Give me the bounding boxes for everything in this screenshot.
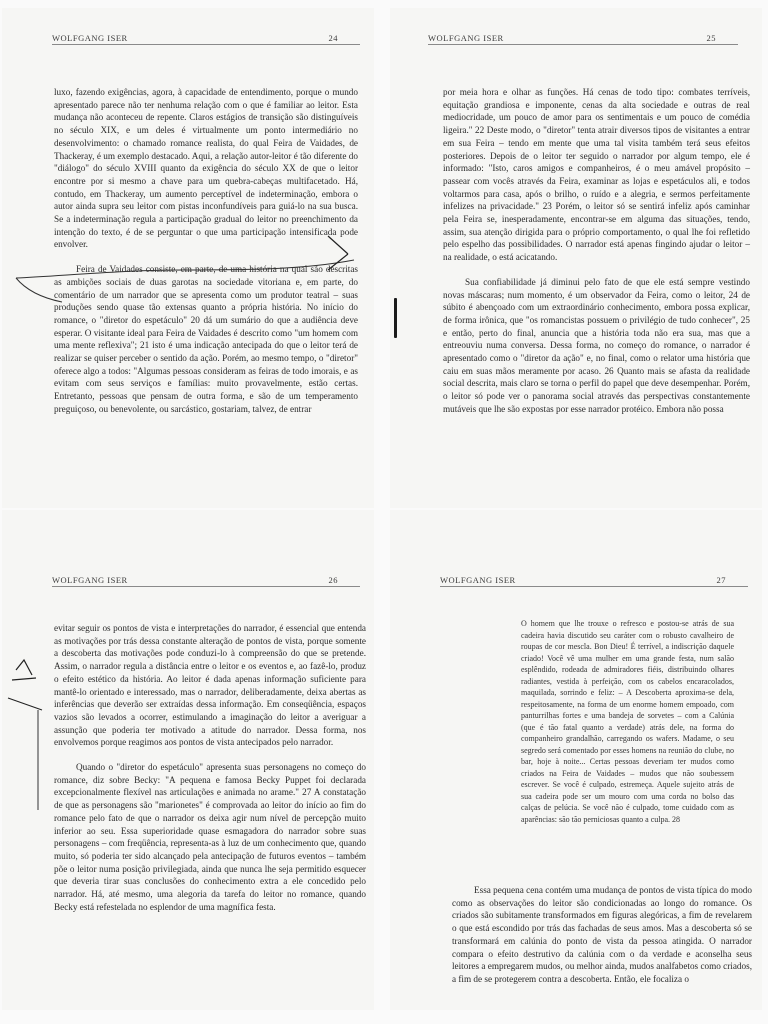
handwritten-annotation bbox=[2, 8, 374, 508]
page-26 bbox=[2, 510, 374, 1010]
page-number: 24 bbox=[328, 33, 338, 43]
header-author: WOLFGANG ISER bbox=[440, 575, 516, 585]
paragraph: Feira de Vaidades consiste, em parte, de uma história na qual são descritas as ambições sociais de duas garotas na sociedade vitoriana e, em parte, do comentário de um narrador que se apresenta como um produtor teatral – suas produções sendo quase tão extensas quanto a própria história. No início do romance, o "diretor do espetáculo" 20 dá um sumário do que a audiência deve esperar. O visitante ideal para Feira de Vaidades é descrito como "um homem com uma mente reflexiva"; 21 isto é uma indicação antecipada do que o leitor terá de realizar se quiser perceber o sentido da ação. Porém, ao mesmo tempo, o "diretor" oferece algo a todos: "Algumas pessoas consideram as feiras de todo imorais, e as evitam com seus serviços e famílias: muito provavelmente, estão certas. Entretanto, pessoas que pensam de outra forma, e são de um temperamento preguiçoso, ou benevolente, ou sarcástico, gostariam, talvez, de entrar bbox=[54, 264, 358, 414]
running-header bbox=[428, 30, 738, 45]
page-24 bbox=[2, 8, 374, 508]
page-number: 27 bbox=[716, 575, 726, 585]
running-header bbox=[52, 572, 360, 587]
paragraph: luxo, fazendo exigências, agora, à capacidade de entendimento, porque o mundo apresentado parece não ter nenhuma relação com o que é familiar ao leitor. Esta mudança não aconteceu de repente. Claros estágios de transição são distinguíveis no século XIX, e um deles é virtualmente um ponto intermediário no desenvolvimento: o chamado romance realista, do qual Feira de Vaidades, de Thackeray, é um exemplo destacado. Aqui, a relação autor-leitor é tão diferente do "diálogo" do século XVIII quanto da exigência do século XX de que o leitor encontre por si mesmo a chave para um quebra-cabeças multifacetado. Há, contudo, em Thackeray, um aumento perceptível de indeterminação, embora o autor ainda supra seu leitor com pistas inconfundíveis para guiá-lo na sua busca. Se a indeterminação regula a participação gradual do leitor no preenchimento da intenção do texto, é de se perguntar o que uma participação intensificada pode envolver. bbox=[54, 87, 358, 250]
margin-mark bbox=[394, 298, 397, 338]
handwritten-annotation bbox=[2, 510, 62, 1010]
header-author: WOLFGANG ISER bbox=[52, 33, 128, 43]
page-number: 25 bbox=[706, 33, 716, 43]
block-quote: O homem que lhe trouxe o refresco e postou-se atrás de sua cadeira havia discutido seu caráter com o robusto cavalheiro de roupas de cor mescla. Bon Dieu! É terrível, a indiscrição daquele criado! Você vê uma mulher em uma grande festa, num salão esplêndido, rodeada de admiradores fiéis, distribuindo olhares radiantes, vestida à perfeição, com os cabelos encaracolados, maquilada, sorrindo e feliz: – A Descoberta aproxima-se dela, respeitosamente, na forma de um enorme homem empoado, com panturrilhas fortes e uma bandeja de sorvetes – com a Calúnia (que é tão fatal quanto a verdade) atrás dele, na forma do companheiro grandalhão, carregando os wafers. Madame, o seu segredo será comentado por esses homens na reunião do clube, no bar, hoje à noite... Certas pessoas deveriam ter mudos como criados na Feira de Vaidades – mudos que não soubessem escrever. Se você é culpado, estremeça. Aquele sujeito atrás de sua cadeira pode ser um mouro com uma corda no bolso das calças de pelúcia. Se você não é culpado, tome cuidado com as aparências: são tão perniciosas quanto a culpa. 28 bbox=[521, 619, 734, 824]
paragraph: evitar seguir os pontos de vista e interpretações do narrador, é essencial que entenda as motivações por trás dessa constante alteração de pontos de vista, porque somente a descoberta das motivações pode conduzi-lo à compreensão do que se pretende. Assim, o narrador regula a distância entre o leitor e os eventos e, ao fazê-lo, produz o efeito estético da história. Ao leitor é dada apenas informação suficiente para mantê-lo orientado e interessado, mas o narrador, deliberadamente, deixa abertas as inferências que deverão ser extraídas dessa informação. Em conseqüência, espaços vazios são levados a ocorrer, estimulando a imaginação do leitor a averiguar a assunção que poderia ter motivado a atitude do narrador. Dessa forma, nos envolvemos porque reagimos aos pontos de vista antecipados pelo narrador. bbox=[54, 623, 366, 748]
paragraph: Essa pequena cena contém uma mudança de pontos de vista típica do modo como as observações do leitor são condicionadas ao longo do romance. Os criados são subitamente transformados em figuras alegóricas, a fim de revelarem o que está escondido por trás das fachadas de seus amos. Mas a descoberta só se transformará em calúnia do ponto de vista da pessoa atingida. O narrador compara o efeito destrutivo da calúnia com o da verdade e aconselha seus leitores a empregarem mudos, ou melhor ainda, mudos analfabetos como criados, a fim de se protegerem contra a descoberta. Então, ele focaliza o bbox=[452, 885, 752, 984]
header-author: WOLFGANG ISER bbox=[428, 33, 504, 43]
paragraph: Sua confiabilidade já diminui pelo fato de que ele está sempre vestindo novas máscaras; num momento, é um observador da Feira, como o leitor, 24 de súbito é abençoado com um extraordinário conhecimento, embora possa explicar, de forma irônica, que "os romancistas possuem o privilégio de tudo conhecer", 25 e então, perto do final, anuncia que a história toda não era sua, mas que a entreouviu numa conversa. Dessa forma, no começo do romance, o narrador é apresentado como o "diretor da ação" e, no final, como o relator uma história que caiu em suas mãos meramente por acaso. 26 Quanto mais se afasta da realidade social descrita, mais claro se torna o perfil do papel que deve desempenhar. Porém, o leitor só pode ver o panorama social através das perspectivas constantemente mutáveis que lhe são expostas por esse narrador protéico. Embora não possa bbox=[443, 276, 750, 414]
page-body bbox=[54, 622, 366, 913]
page-body bbox=[443, 86, 750, 416]
paragraph: por meia hora e olhar as funções. Há cenas de todo tipo: combates terríveis, equitação grandiosa e imponente, cenas da alta sociedade e outras de real mediocridade, um pouco de amor para os sentimentais e um pouco de comédia ligeira." 22 Deste modo, o "diretor" tenta atrair diversos tipos de visitantes a entrar em sua Feira – tendo em mente que uma tal visita também terá seus efeitos posteriores. Depois de o leitor ter seguido o narrador por algum tempo, ele é informado: "Isto, caros amigos e companheiros, é o meu amável propósito – passear com vocês através da Feira, examinar as lojas e espetáculos ali, e todos voltarmos para casa, após o brilho, o ruído e a alegria, e sermos perfeitamente infelizes na privacidade." 23 Porém, o leitor só se sentirá infeliz após caminhar pela Feira se, inesperadamente, encontrar-se em alguma das situações, tendo, assim, sua atenção dirigida para o próprio comportamento, o qual lhe foi refletido pelo espelho das possibilidades. O narrador está apenas fingindo ajudar o leitor – na realidade, o está acicatando. bbox=[443, 87, 750, 263]
page-27 bbox=[390, 510, 762, 1010]
header-author: WOLFGANG ISER bbox=[52, 575, 128, 585]
running-header bbox=[440, 572, 748, 587]
page-body bbox=[452, 884, 752, 986]
page-number: 26 bbox=[328, 575, 338, 585]
page-25 bbox=[390, 8, 762, 508]
paragraph: Quando o "diretor do espetáculo" apresenta suas personagens no começo do romance, diz sobre Becky: "A pequena e famosa Becky Puppet foi declarada excepcionalmente flexível nas articulações e animada no arame." 27 A constatação de que as personagens são "marionetes" é comprovada ao leitor do início ao fim do romance pelo fato de que o narrador os deixa agir num nível de percepção muito inferior ao seu. Essa superioridade quase esmagadora do narrador sobre suas personagens – com freqüência, representa-as à luz de um conhecimento que, quando muito, só poderia ter sido alcançado pela antecipação de futuros eventos – também põe o leitor numa posição privilegiada, ainda que nunca lhe seja permitido esquecer que deveria tirar suas conclusões do conhecimento extra a ele concedido pelo narrador. Há, até mesmo, uma alegoria da tarefa do leitor no romance, quando Becky está refestelada no esplendor de uma magnífica festa. bbox=[54, 762, 366, 912]
